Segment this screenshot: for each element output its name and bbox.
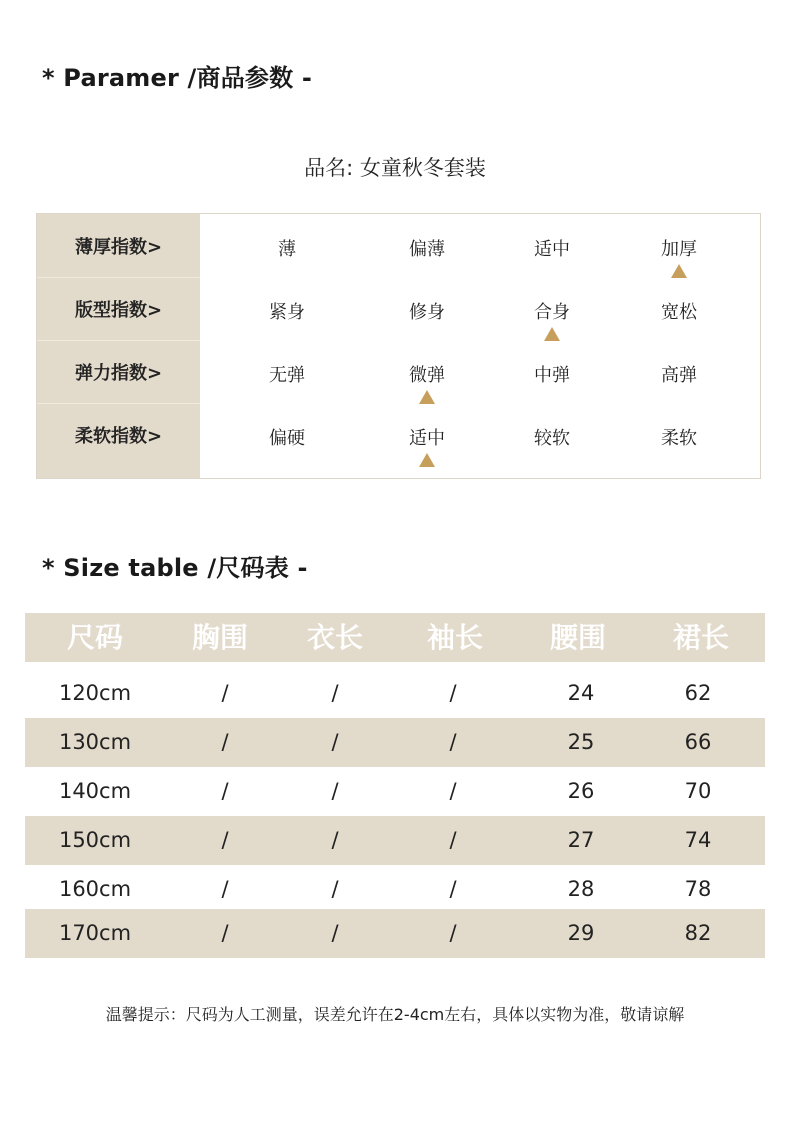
parameter-option-text: 偏薄 bbox=[409, 239, 445, 260]
size-table-row bbox=[25, 865, 765, 914]
parameter-section-title: * Paramer /商品参数 - bbox=[42, 64, 313, 92]
size-cell: / bbox=[221, 877, 229, 901]
size-cell: 66 bbox=[684, 730, 712, 754]
parameter-option bbox=[624, 340, 734, 404]
measurement-note: 温馨提示：尺码为人工测量，误差允许在2-4cm左右，具体以实物为准，敬请谅解 bbox=[105, 1005, 685, 1024]
size-cell: / bbox=[221, 828, 229, 852]
size-cell: / bbox=[331, 779, 339, 803]
size-cell: / bbox=[331, 681, 339, 705]
size-cell: / bbox=[449, 730, 457, 754]
size-cell: / bbox=[449, 877, 457, 901]
selection-marker-icon bbox=[671, 264, 687, 278]
parameter-option-text: 紧身 bbox=[269, 302, 305, 323]
parameter-option-text: 薄 bbox=[278, 239, 296, 260]
parameter-option bbox=[372, 214, 482, 278]
parameter-option-text: 中弹 bbox=[534, 365, 570, 386]
size-cell: / bbox=[449, 921, 457, 945]
size-cell: / bbox=[449, 779, 457, 803]
size-header-cell: 袖长 bbox=[426, 621, 483, 654]
size-cell: 78 bbox=[684, 877, 712, 901]
parameter-label: 柔软指数> bbox=[37, 403, 200, 466]
size-cell: 170cm bbox=[58, 921, 132, 945]
parameter-row-elasticity bbox=[200, 340, 760, 403]
size-cell: 62 bbox=[684, 681, 712, 705]
parameter-label-column bbox=[37, 214, 200, 478]
selection-marker-icon bbox=[419, 453, 435, 467]
size-section-title: * Size table /尺码表 - bbox=[42, 554, 308, 582]
parameter-row-thickness bbox=[200, 214, 760, 277]
size-header-cell: 裙长 bbox=[672, 621, 729, 654]
size-table-row bbox=[25, 909, 765, 958]
size-cell: 28 bbox=[567, 877, 595, 901]
parameter-option bbox=[497, 214, 607, 278]
selection-marker-icon bbox=[544, 327, 560, 341]
parameter-option bbox=[232, 214, 342, 278]
size-header-cell: 腰围 bbox=[549, 621, 606, 654]
parameter-option-text: 加厚 bbox=[661, 239, 697, 260]
size-cell: 29 bbox=[567, 921, 595, 945]
parameter-option-text: 柔软 bbox=[661, 428, 697, 449]
parameter-option bbox=[372, 340, 482, 404]
parameter-option-text: 无弹 bbox=[269, 365, 305, 386]
parameter-option-text: 微弹 bbox=[409, 365, 445, 386]
parameter-option-text: 偏硬 bbox=[269, 428, 305, 449]
parameter-row-fit bbox=[200, 277, 760, 340]
size-cell: / bbox=[221, 730, 229, 754]
size-cell: / bbox=[449, 828, 457, 852]
size-cell: 70 bbox=[684, 779, 712, 803]
product-name: 品名: 女童秋冬套装 bbox=[304, 156, 486, 180]
parameter-row-softness bbox=[200, 403, 760, 466]
selection-marker-icon bbox=[419, 390, 435, 404]
size-cell: / bbox=[331, 877, 339, 901]
parameter-option bbox=[232, 277, 342, 341]
size-cell: 160cm bbox=[58, 877, 132, 901]
size-cell: 82 bbox=[684, 921, 712, 945]
parameter-table bbox=[36, 213, 761, 479]
parameter-option-text: 适中 bbox=[534, 239, 570, 260]
parameter-option-text: 合身 bbox=[534, 302, 570, 323]
parameter-option-text: 高弹 bbox=[661, 365, 697, 386]
size-cell: / bbox=[221, 681, 229, 705]
size-cell: / bbox=[331, 730, 339, 754]
size-table-row bbox=[25, 767, 765, 816]
parameter-option-text: 较软 bbox=[534, 428, 570, 449]
size-cell: 120cm bbox=[58, 681, 132, 705]
parameter-option-text: 修身 bbox=[409, 302, 445, 323]
parameter-option bbox=[372, 277, 482, 341]
size-cell: / bbox=[449, 681, 457, 705]
parameter-option bbox=[624, 214, 734, 278]
size-cell: 130cm bbox=[58, 730, 132, 754]
parameter-option bbox=[497, 277, 607, 341]
parameter-option-text: 适中 bbox=[409, 428, 445, 449]
size-cell: 74 bbox=[684, 828, 712, 852]
size-cell: 140cm bbox=[58, 779, 132, 803]
parameter-option bbox=[232, 340, 342, 404]
size-table-row bbox=[25, 669, 765, 718]
size-cell: / bbox=[221, 921, 229, 945]
parameter-label: 弹力指数> bbox=[37, 340, 200, 403]
size-cell: / bbox=[331, 828, 339, 852]
parameter-option bbox=[497, 340, 607, 404]
size-header-cell: 胸围 bbox=[191, 621, 248, 654]
size-cell: / bbox=[331, 921, 339, 945]
size-cell: 24 bbox=[567, 681, 595, 705]
parameter-option bbox=[624, 403, 734, 467]
size-table-row bbox=[25, 816, 765, 865]
parameter-label: 薄厚指数> bbox=[74, 236, 163, 258]
size-cell: 150cm bbox=[58, 828, 132, 852]
size-table-row bbox=[25, 718, 765, 767]
size-cell: 27 bbox=[567, 828, 595, 852]
parameter-option-text: 宽松 bbox=[661, 302, 697, 323]
parameter-option bbox=[624, 277, 734, 341]
size-header-cell: 尺码 bbox=[66, 621, 123, 654]
parameter-label: 版型指数> bbox=[37, 277, 200, 340]
size-cell: 26 bbox=[567, 779, 595, 803]
size-table-header bbox=[25, 613, 765, 662]
size-cell: 25 bbox=[567, 730, 595, 754]
size-header-cell: 衣长 bbox=[306, 621, 363, 654]
parameter-option bbox=[232, 403, 342, 467]
parameter-option bbox=[372, 403, 482, 467]
parameter-option bbox=[497, 403, 607, 467]
size-cell: / bbox=[221, 779, 229, 803]
